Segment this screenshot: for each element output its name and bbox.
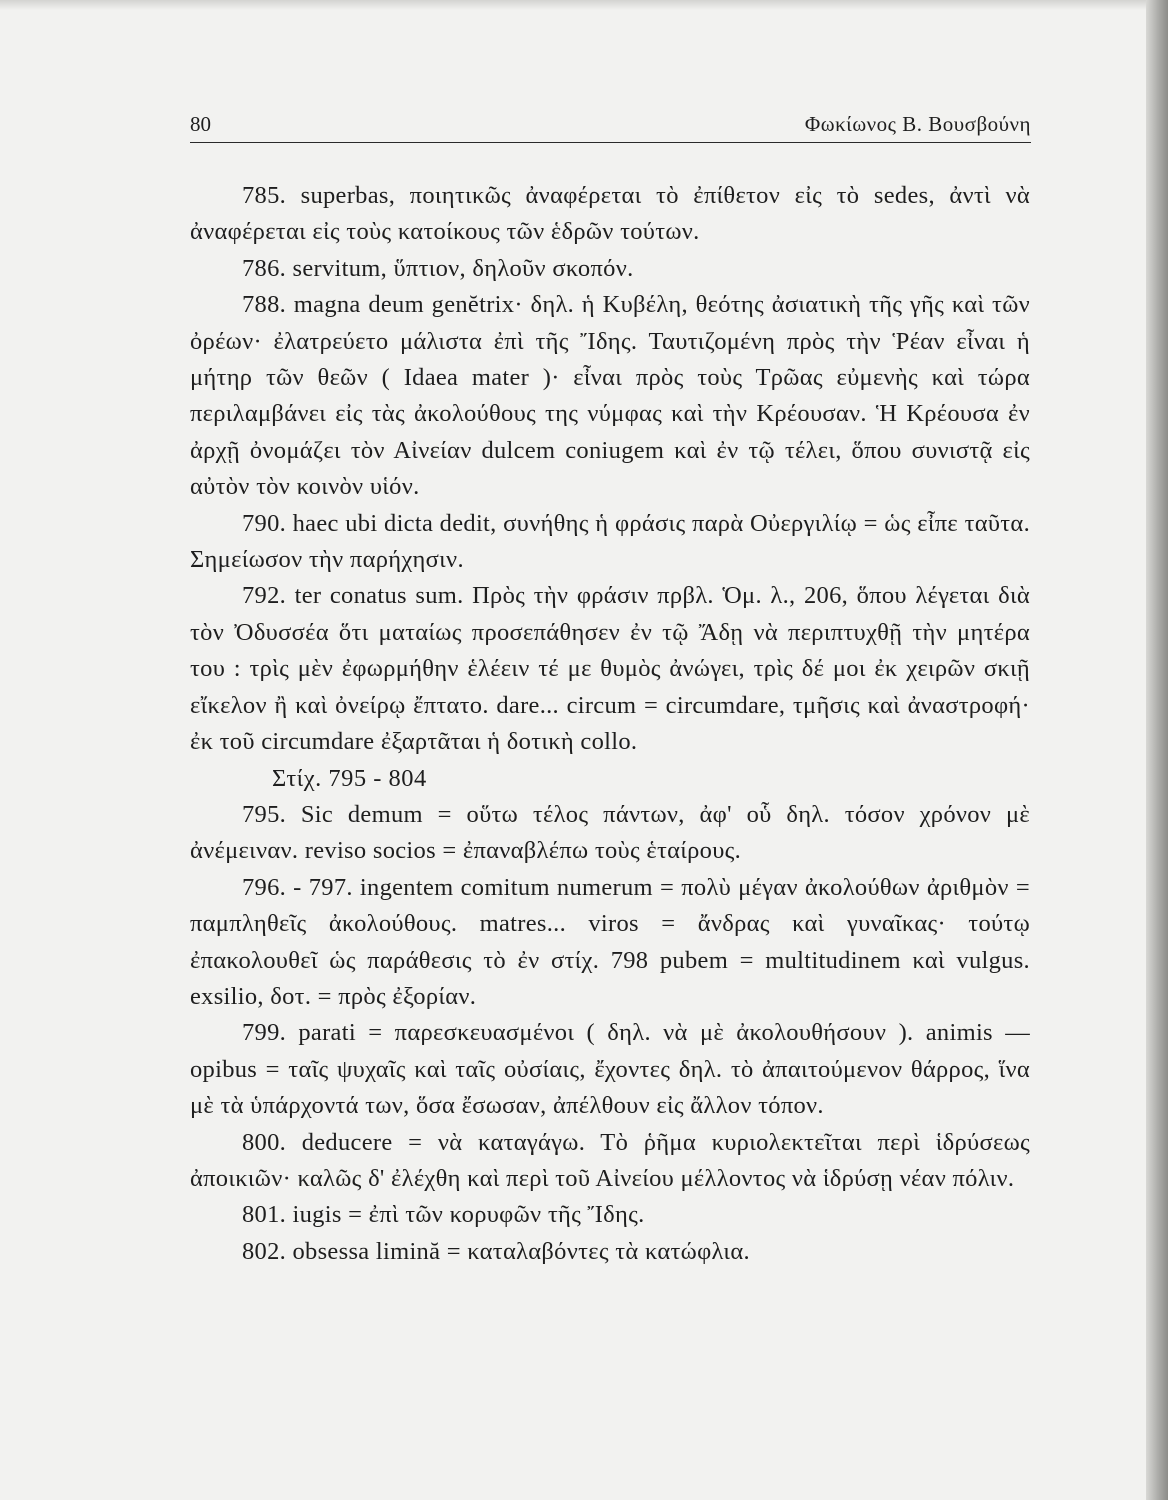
commentary-body xyxy=(190,178,1030,1270)
page-number: 80 xyxy=(190,112,211,136)
note-786: 786. servitum, ὕπτιον, δηλοῦν σκοπόν. xyxy=(242,254,634,282)
page-header xyxy=(190,108,1031,143)
note-792: 792. ter conatus sum. Πρὸς τὴν φράσιν πρβλ. Ὁμ. λ., 206, ὅπου λέγεται διὰ τὸν Ὀδυσσέα ὅτι ματαίως προσεπάθησεν ἐν τῷ Ἄδῃ νὰ περιπτυχθῇ τὴν μητέρα του : τρὶς μὲν ἐφωρμήθην ἑλέειν τέ με θυμὸς ἀνώγει, τρὶς δέ μοι ἐκ χειρῶν σκιῇ εἴκελον ἢ καὶ ὀνείρῳ ἔπτατο. dare... circum = circumdare, τμῆσις καὶ ἀναστροφή· ἐκ τοῦ circumdare ἐξαρτᾶται ἡ δοτικὴ collo. xyxy=(190,582,1030,756)
page-top-shadow xyxy=(0,0,1168,10)
note-799: 799. parati = παρεσκευασμένοι ( δηλ. νὰ μὲ ἀκολουθήσουν ). animis — opibus = ταῖς ψυχαῖς καὶ ταῖς οὐσίαις, ἔχοντες δηλ. τὸ ἀπαιτούμενον θάρρος, ἵνα μὲ τὰ ὑπάρχοντά των, ὅσα ἔσωσαν, ἀπέλθουν εἰς ἄλλον τόπον. xyxy=(190,1019,1030,1120)
note-801: 801. iugis = ἐπὶ τῶν κορυφῶν τῆς Ἴδης. xyxy=(242,1201,645,1229)
running-head-author: Φωκίωνος Β. Βουσβούνη xyxy=(804,112,1031,136)
note-800: 800. deducere = νὰ καταγάγω. Τὸ ῥῆμα κυριολεκτεῖται περὶ ἱδρύσεως ἀποικιῶν· καλῶς δ' ἐλέχθη καὶ περὶ τοῦ Αἰνείου μέλλοντος νὰ ἱδρύσῃ νέαν πόλιν. xyxy=(190,1128,1030,1192)
section-heading: Στίχ. 795 - 804 xyxy=(272,764,427,792)
note-788: 788. magna deum genĕtrix· δηλ. ἡ Κυβέλη, θεότης ἀσιατικὴ τῆς γῆς καὶ τῶν ὀρέων· ἐλατρεύετο μάλιστα ἐπὶ τῆς Ἴδης. Ταυτιζομένη πρὸς τὴν Ῥέαν εἶναι ἡ μήτηρ τῶν θεῶν ( Idaea mater )· εἶναι πρὸς τοὺς Τρῶας εὐμενὴς καὶ τώρα περιλαμβάνει εἰς τὰς ἀκολούθους της νύμφας καὶ τὴν Κρέουσαν. Ἡ Κρέουσα ἐν ἀρχῇ ὀνομάζει τὸν Αἰνείαν dulcem coniugem καὶ ἐν τῷ τέλει, ὅπου συνιστᾷ εἰς αὐτὸν τὸν κοινὸν υἱόν. xyxy=(190,291,1030,501)
note-790: 790. haec ubi dicta dedit, συνήθης ἡ φράσις παρὰ Οὐεργιλίῳ = ὡς εἶπε ταῦτα. Σημείωσον τὴν παρήχησιν. xyxy=(190,509,1030,574)
note-802: 802. obsessa limină = καταλαβόντες τὰ κατώφλια. xyxy=(242,1237,750,1265)
note-785: 785. superbas, ποιητικῶς ἀναφέρεται τὸ ἐπίθετον εἰς τὸ sedes, ἀντὶ νὰ ἀναφέρεται εἰς τοὺς κατοίκους τῶν ἑδρῶν τούτων. xyxy=(190,182,1030,246)
note-795: 795. Sic demum = οὕτω τέλος πάντων, ἀφ' οὗ δηλ. τόσον χρόνον μὲ ἀνέμειναν. reviso socios = ἐπαναβλέπω τοὺς ἑταίρους. xyxy=(190,800,1030,865)
note-796-797: 796. - 797. ingentem comitum numerum = πολὺ μέγαν ἀκολούθων ἀριθμὸν = παμπληθεῖς ἀκολούθους. matres... viros = ἄνδρας καὶ γυναῖκας· τούτῳ ἐπακολουθεῖ ὡς παράθεσις τὸ ἐν στίχ. 798 pubem = multitudinem καὶ vulgus. exsilio, δοτ. = πρὸς ἐξορίαν. xyxy=(190,873,1030,1010)
page-spine-shadow xyxy=(1146,0,1168,1500)
